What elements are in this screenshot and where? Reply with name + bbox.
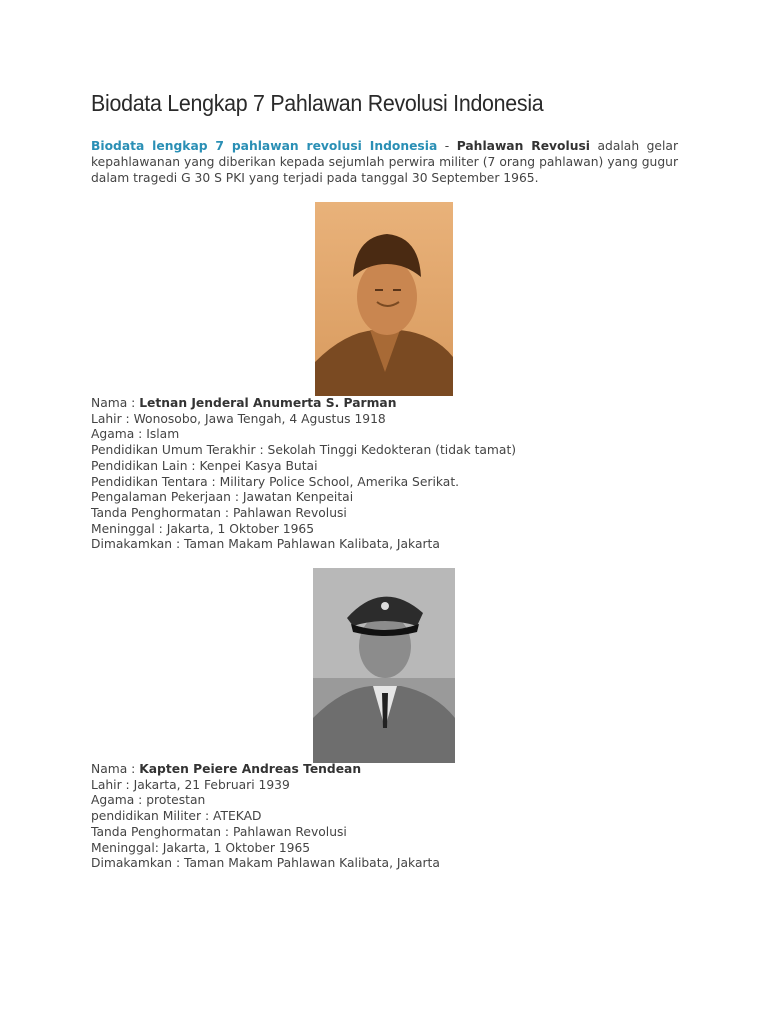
bio-line: pendidikan Militer : ATEKAD <box>91 809 262 824</box>
bio-line: Tanda Penghormatan : Pahlawan Revolusi <box>91 824 347 839</box>
intro-paragraph <box>91 138 678 186</box>
portrait-pierre-tendean <box>313 568 455 763</box>
intro-link[interactable]: Biodata lengkap 7 pahlawan revolusi Indonesia <box>91 139 438 153</box>
bio-line: Pengalaman Pekerjaan : Jawatan Kenpeitai <box>91 490 354 505</box>
bio-name-line: Nama : Kapten Peiere Andreas Tendean <box>91 762 362 776</box>
bio-line: Pendidikan Tentara : Military Police School, Amerika Serikat. <box>91 474 460 489</box>
bio-line: Lahir : Wonosobo, Jawa Tengah, 4 Agustus 1918 <box>91 411 386 426</box>
bio-line: Dimakamkan : Taman Makam Pahlawan Kalibata, Jakarta <box>91 537 440 552</box>
page-title: Biodata Lengkap 7 Pahlawan Revolusi Indonesia <box>91 90 544 116</box>
bio-line: Lahir : Jakarta, 21 Februari 1939 <box>91 777 290 792</box>
hero-name: Kapten Peiere Andreas Tendean <box>139 762 362 776</box>
intro-bold: Pahlawan Revolusi <box>456 139 591 153</box>
bio-line: Meninggal: Jakarta, 1 Oktober 1965 <box>91 840 311 855</box>
portrait-s-parman <box>315 202 453 396</box>
bio-name-line: Nama : Letnan Jenderal Anumerta S. Parman <box>91 396 397 410</box>
bio-line: Pendidikan Umum Terakhir : Sekolah Tinggi Kedokteran (tidak tamat) <box>91 443 517 458</box>
hero-bio-1 <box>91 396 516 553</box>
intro-dash: - <box>437 139 457 153</box>
bio-line: Agama : Islam <box>91 427 180 442</box>
bio-line: Dimakamkan : Taman Makam Pahlawan Kalibata, Jakarta <box>91 856 440 871</box>
hero-name: Letnan Jenderal Anumerta S. Parman <box>139 396 397 410</box>
hero-bio-2 <box>91 762 440 872</box>
bio-line: Agama : protestan <box>91 793 206 808</box>
bio-line: Tanda Penghormatan : Pahlawan Revolusi <box>91 505 347 520</box>
intro-text: adalah gelar kepahlawanan yang diberikan kepada sejumlah perwira militer (7 orang pahlawan) yang gugur dalam tragedi G 30 S PKI yang terjadi pada tanggal 30 September 1965. <box>91 139 679 185</box>
bio-line: Pendidikan Lain : Kenpei Kasya Butai <box>91 458 318 473</box>
bio-line: Meninggal : Jakarta, 1 Oktober 1965 <box>91 521 315 536</box>
